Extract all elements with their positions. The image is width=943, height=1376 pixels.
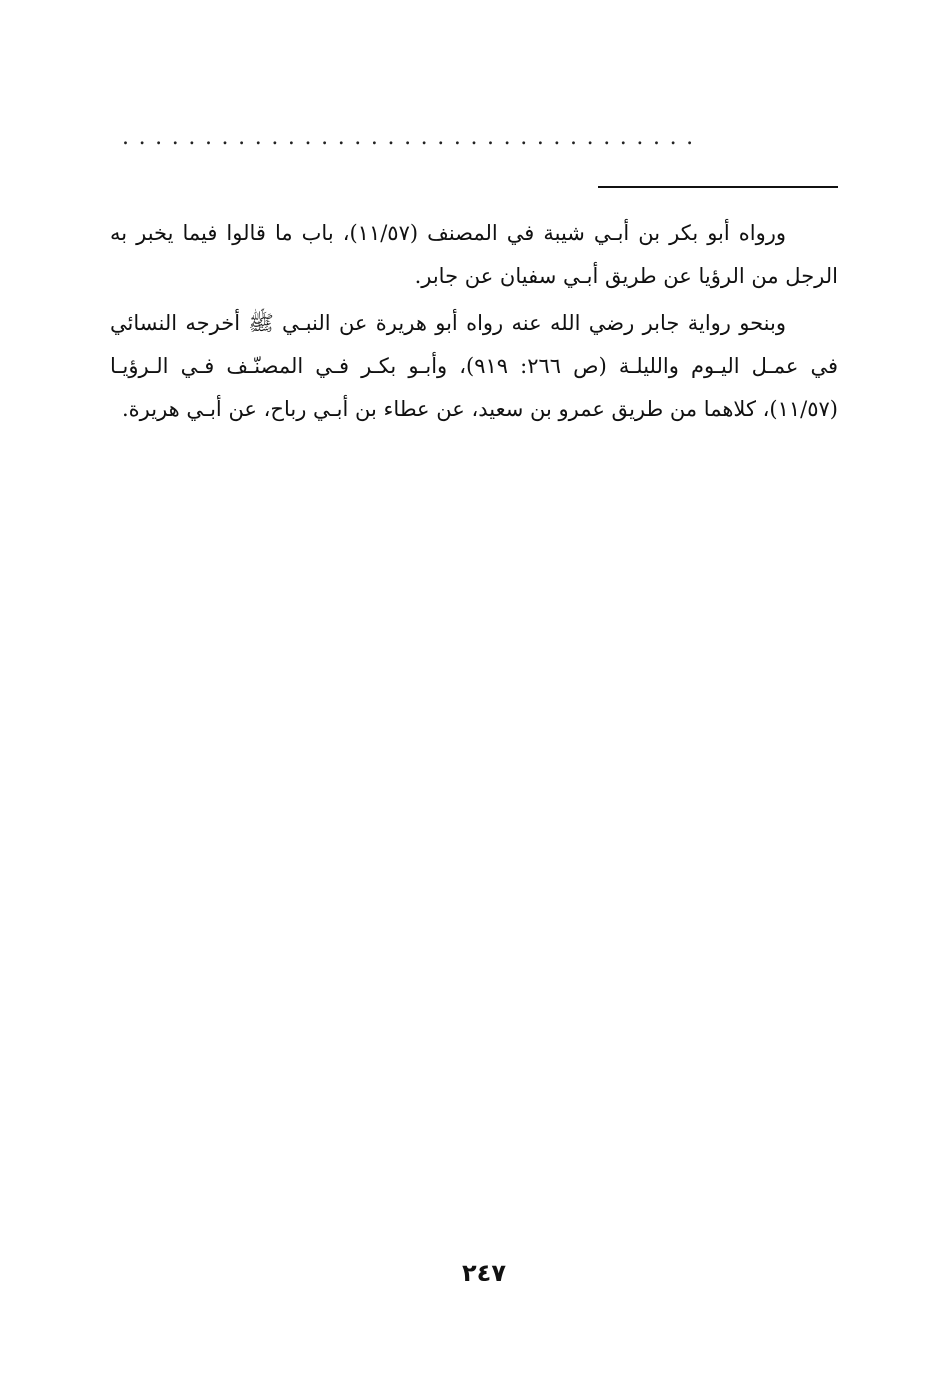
footnote-rule: [598, 186, 838, 188]
page-number: ٢٤٧: [462, 1259, 506, 1287]
footnote-paragraph-1: ورواه أبو بكر بن أبـي شيبة في المصنف (١١/٥٧)، باب ما قالوا فيما يخبر به الرجل من الرؤيا عن طريق أبـي سفيان عن جابر.: [110, 221, 838, 288]
footnotes: [110, 212, 838, 435]
footnote-paragraph-2: وبنحو رواية جابر رضي الله عنه رواه أبو هريرة عن النبـي ﷺ أخرجه النسائي في عمـل اليـوم والليلـة (ص ٢٦٦: ٩١٩)، وأبـو بكـر فـي المصنّـف فـي الـرؤيـا (١١/٥٧)، كلاهما من طريق عمرو بن سعيد، عن عطاء بن أبـي رباح، عن أبـي هريرة.: [110, 311, 838, 421]
dotted-separator: ...................................: [122, 128, 703, 148]
